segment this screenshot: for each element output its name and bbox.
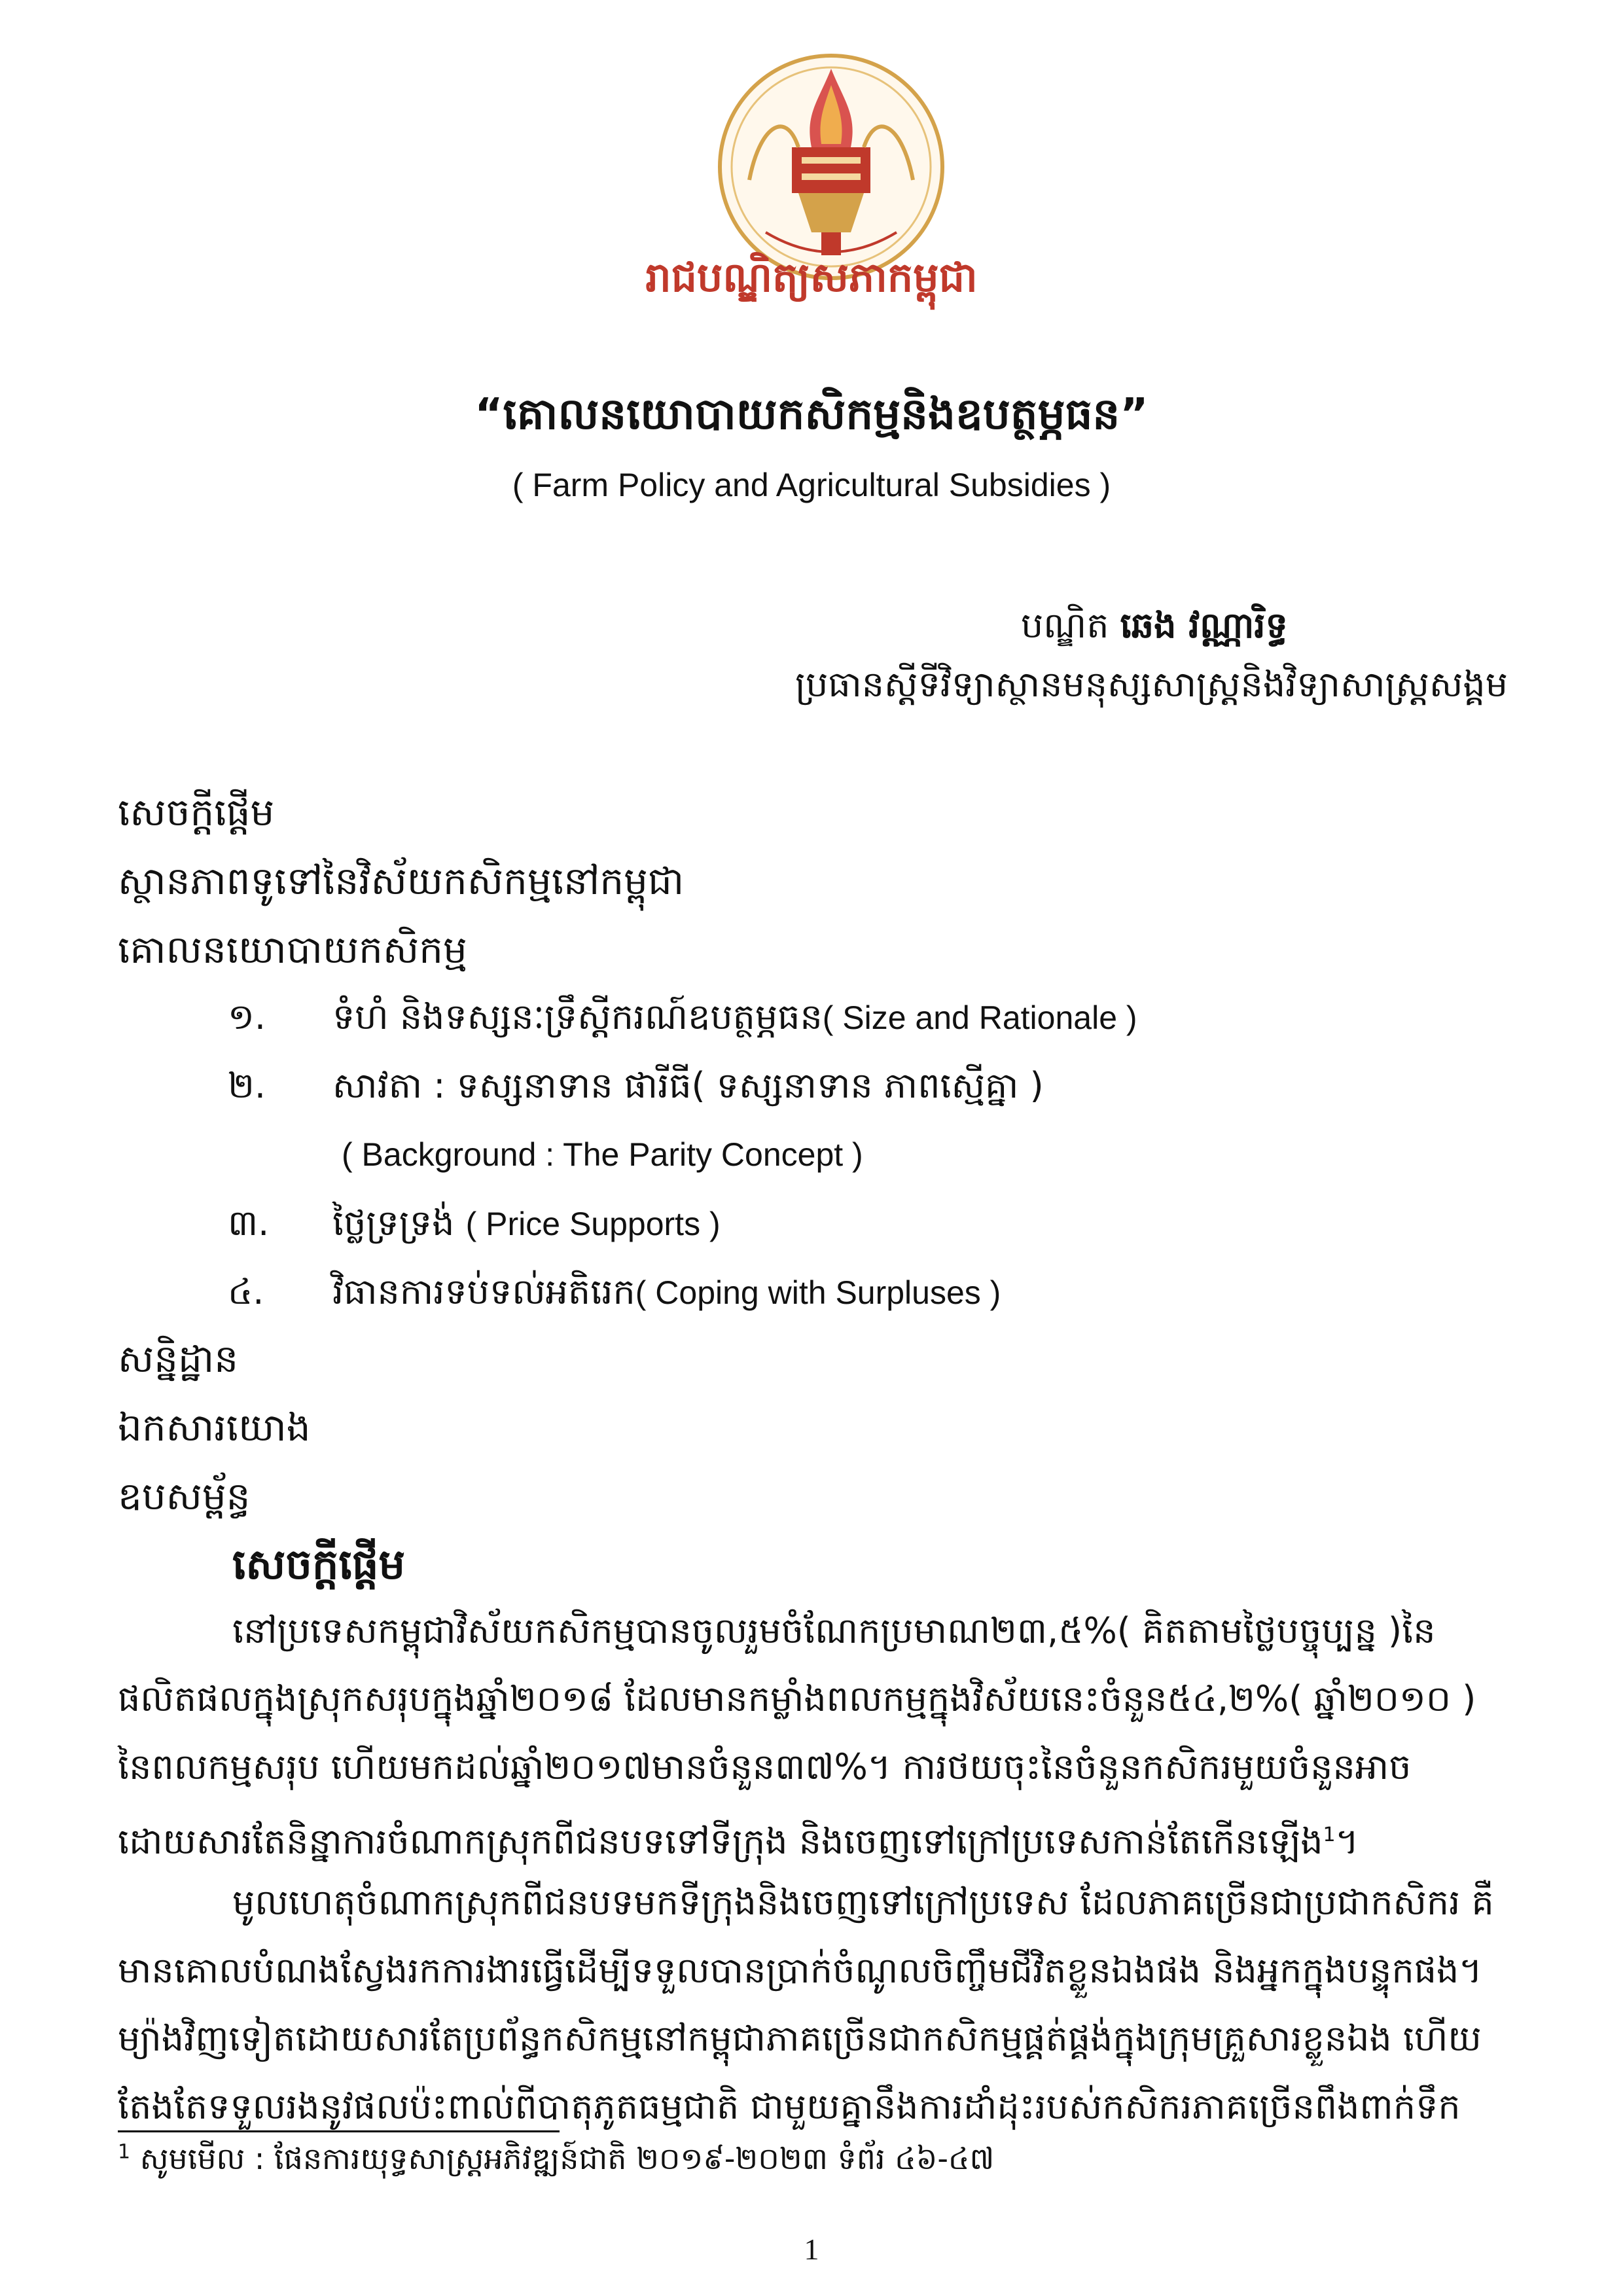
academy-emblem-logo: [713, 49, 949, 285]
paragraph-line: តែងតែទទួលរងនូវផលប៉ះពាល់ពីបាតុភូតធម្មជាតិ ជាមួយគ្នានឹងការដាំដុះរបស់កសិករភាគច្រើនពឹងពាក់ទឹក: [118, 2086, 1461, 2127]
toc-subitem-english: ( Price Supports ): [465, 1206, 721, 1242]
paragraph-line: ផលិតផលក្នុងស្រុកសរុបក្នុងឆ្នាំ២០១៨ ដែលមានកម្លាំងពលកម្មក្នុងវិស័យនេះចំនួន៥៤,២%( ឆ្នាំ២០១០ ): [118, 1678, 1476, 1719]
author-line: [1021, 603, 1288, 655]
toc-subitem-khmer: វិធានការទប់ទល់អតិរេក: [332, 1271, 635, 1312]
toc-subitem-english: ( Coping with Surpluses ): [635, 1274, 1001, 1311]
footnote: [118, 2140, 994, 2184]
toc-subitem: [332, 1201, 721, 1253]
toc-item: សន្និដ្ឋាន: [118, 1336, 239, 1381]
paragraph-1: [118, 1597, 1508, 1876]
toc-subitem-khmer: សាវតា : ទស្សនាទាន ផារីធី( ទស្សនាទាន ភាពស្មើគ្នា ): [332, 1065, 1044, 1106]
toc-item: ឯកសារយោង: [118, 1405, 311, 1450]
paragraph-line: នៃពលកម្មសរុប ហើយមកដល់ឆ្នាំ២០១៧មានចំនួន៣៧%។ ការថយចុះនៃចំនួនកសិករមួយចំនួនអាច: [118, 1746, 1412, 1787]
toc-subitem-english: ( Size and Rationale ): [822, 999, 1137, 1036]
toc-number: ២.: [228, 1065, 266, 1106]
toc-subitem: [332, 995, 1137, 1047]
paragraph-line: នៅប្រទេសកម្ពុជាវិស័យកសិកម្មបានចូលរួមចំណែកប្រមាណ២៣,៥%( គិតតាមថ្លៃបច្ចុប្បន្ន )នៃ: [232, 1610, 1436, 1651]
toc-number: ៤.: [228, 1271, 264, 1312]
toc-subitem-english: ( Background : The Parity Concept ): [342, 1136, 863, 1173]
author-prefix: បណ្ឌិត: [1021, 605, 1109, 646]
toc-item: គោលនយោបាយកសិកម្ម: [118, 927, 467, 972]
toc-item: សេចក្តីផ្តើម: [118, 790, 275, 834]
paragraph-line: [118, 1801, 1508, 1876]
toc-subitem-khmer: ទំហំ និងទស្សនៈទ្រឹស្តីករណ៍ឧបត្ថម្ភធន: [332, 996, 823, 1037]
paragraph-text: ដោយសារតែនិន្នាការចំណាកស្រុកពីជនបទទៅទីក្រុង និងចេញទៅក្រៅប្រទេសកាន់តែកើនឡើង: [118, 1821, 1323, 1862]
toc-item: ស្ថានភាពទូទៅនៃវិស័យកសិកម្មនៅកម្ពុជា: [118, 859, 685, 903]
paragraph-2: [118, 1869, 1508, 2141]
paragraph-end: ។: [1335, 1821, 1359, 1862]
paragraph-line: មានគោលបំណងស្វែងរកការងារធ្វើដើម្បីទទួលបានប្រាក់ចំណូលចិញ្ចឹមជីវិតខ្លួនឯងផង និងអ្នកក្នុងបន្ទុកផង។: [118, 1950, 1482, 1991]
document-title-khmer: “គោលនយោបាយកសិកម្មនិងឧបត្ថម្ភធន”: [474, 389, 1149, 439]
toc-subitem: [332, 1064, 1044, 1115]
footnote-mark: 1: [118, 2140, 131, 2164]
author-name: ឆេង វណ្ណារិទ្ធ: [1120, 605, 1288, 646]
toc-item: ឧបសម្ព័ន្ធ: [118, 1474, 251, 1518]
section-heading: សេចក្តីផ្តើម: [232, 1541, 406, 1589]
paragraph-line: ម្យ៉ាងវិញទៀតដោយសារតែប្រព័ន្ធកសិកម្មនៅកម្ពុជាភាគច្រើនជាកសិកម្មផ្គត់ផ្គង់ក្នុងក្រុមគ្រួសារខ្លួនឯង ហើយ: [118, 2018, 1482, 2059]
footnote-reference[interactable]: 1: [1323, 1823, 1336, 1846]
toc-number: ៣.: [228, 1202, 270, 1244]
document-title-english: ( Farm Policy and Agricultural Subsidies ): [512, 467, 1111, 503]
toc-number: ១.: [228, 996, 266, 1037]
footnote-divider: [118, 2130, 560, 2132]
academy-name: រាជបណ្ឌិត្យសភាកម្ពុជា: [645, 253, 978, 301]
toc-subitem: [332, 1270, 1001, 1321]
toc-subitem-khmer: ថ្លៃទ្រទ្រង់: [332, 1202, 455, 1244]
author-role: ប្រធានស្តីទីវិទ្យាស្ថានមនុស្សសាស្ត្រនិងវិទ្យាសាស្ត្រសង្គម: [795, 664, 1508, 705]
paragraph-line: មូលហេតុចំណាកស្រុកពីជនបទមកទីក្រុងនិងចេញទៅក្រៅប្រទេស ដែលភាគច្រើនជាប្រជាកសិករ គឺ: [232, 1882, 1494, 1923]
footnote-text: សូមមើល : ផែនការយុទ្ធសាស្ត្រអភិវឌ្ឍន៍ជាតិ ២០១៩-២០២៣ ទំព័រ ៤៦-៤៧: [139, 2141, 995, 2176]
page-number: 1: [804, 2233, 819, 2266]
